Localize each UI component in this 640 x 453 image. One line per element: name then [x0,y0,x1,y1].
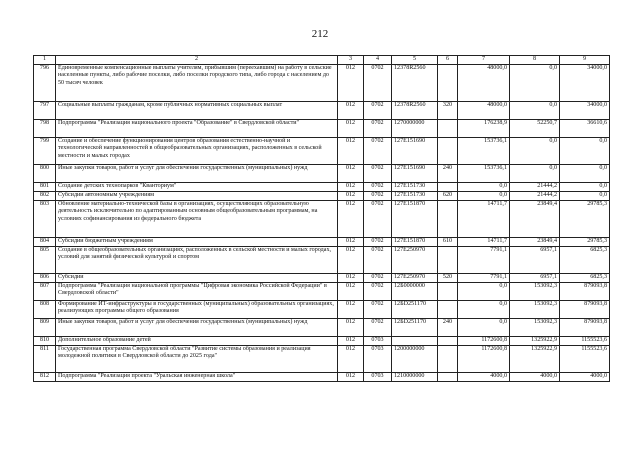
ministry-code: 012 [338,165,364,183]
row-name: Субсидии [56,274,338,283]
column-header: 5 [392,56,438,65]
amount-year-2: 23849,4 [510,238,560,247]
ministry-code: 012 [338,65,364,102]
section-code: 0702 [364,201,392,238]
section-code: 0702 [364,165,392,183]
section-code: 0703 [364,346,392,373]
amount-year-3: 879093,8 [560,301,610,319]
amount-year-3: 879093,8 [560,283,610,301]
amount-year-1: 153736,1 [458,165,510,183]
ministry-code: 012 [338,301,364,319]
amount-year-3: 36610,6 [560,120,610,138]
amount-year-2: 21444,2 [510,192,560,201]
table-row [34,346,610,373]
section-code: 0702 [364,120,392,138]
target-article-code [392,337,438,346]
ministry-code: 012 [338,319,364,337]
row-name: Подпрограмма "Реализация национальной программы "Цифровая экономика Российской Федерации" в Свердловской области" [56,283,338,301]
expense-type-code [438,373,458,382]
amount-year-2: 0,0 [510,165,560,183]
table-row [34,120,610,138]
ministry-code: 012 [338,102,364,120]
table-body [34,65,610,382]
row-name: Единовременные компенсационные выплаты учителям, прибывшим (переехавшим) на работу в сельские населенные пункты, либо рабочие поселки, либо поселки городского типа, либо города с населением до 50 тысяч человек [56,65,338,102]
row-name: Формирование ИТ-инфраструктуры в государственных (муниципальных) образовательных организациях, реализующих программы общего образования [56,301,338,319]
table-row [34,183,610,192]
amount-year-1: 1172600,8 [458,337,510,346]
row-number: 807 [34,283,56,301]
amount-year-3: 0,0 [560,138,610,165]
table-row [34,65,610,102]
row-name: Создание и обеспечение функционирования центров образования естественно-научной и технологической направленностей в общеобразовательных организациях, расположенных в сельской местности и малых городах [56,138,338,165]
expense-type-code [438,138,458,165]
row-number: 797 [34,102,56,120]
row-number: 796 [34,65,56,102]
row-number: 798 [34,120,56,138]
target-article-code: 127E151730 [392,183,438,192]
expense-type-code: 620 [438,192,458,201]
amount-year-1: 153736,1 [458,138,510,165]
table-row [34,337,610,346]
expense-type-code [438,65,458,102]
ministry-code: 012 [338,201,364,238]
amount-year-3: 4000,0 [560,373,610,382]
target-article-code: 127E151870 [392,201,438,238]
row-name: Подпрограмма "Реализация проекта "Уральская инженерная школа" [56,373,338,382]
column-header: 9 [560,56,610,65]
section-code: 0702 [364,192,392,201]
target-article-code: 127E151730 [392,192,438,201]
table-header-row [34,56,610,65]
row-name: Подпрограмма "Реализация национального проекта "Образование" в Свердловской области" [56,120,338,138]
row-name: Обновление материально-технической базы в организациях, осуществляющих образовательную деятельность исключительно по адаптированным основным общеобразовательным программам, на условиях софинансирования из федерального бюджета [56,201,338,238]
amount-year-3: 0,0 [560,183,610,192]
expense-type-code: 320 [438,102,458,120]
amount-year-3: 6825,3 [560,247,610,274]
target-article-code: 1200000000 [392,346,438,373]
table-row [34,283,610,301]
table-row [34,274,610,283]
section-code: 0702 [364,283,392,301]
amount-year-1: 7791,1 [458,247,510,274]
amount-year-1: 0,0 [458,192,510,201]
amount-year-2: 153092,3 [510,283,560,301]
amount-year-2: 23849,4 [510,201,560,238]
section-code: 0703 [364,337,392,346]
row-name: Государственная программа Свердловской области "Развитие системы образования и реализация молодежной политики в Свердловской области до 2025 года" [56,346,338,373]
column-header: 2 [56,56,338,65]
amount-year-3: 29785,3 [560,201,610,238]
amount-year-2: 52250,7 [510,120,560,138]
ministry-code: 012 [338,238,364,247]
target-article-code: 127E250970 [392,247,438,274]
expense-type-code [438,201,458,238]
target-article-code: 1270000000 [392,120,438,138]
row-name: Социальные выплаты гражданам, кроме публичных нормативных социальных выплат [56,102,338,120]
expense-type-code [438,283,458,301]
column-header: 6 [438,56,458,65]
amount-year-2: 0,0 [510,102,560,120]
amount-year-3: 34000,0 [560,65,610,102]
target-article-code: 127E151690 [392,165,438,183]
table-row [34,192,610,201]
row-number: 802 [34,192,56,201]
target-article-code: 127E250970 [392,274,438,283]
amount-year-2: 1325922,9 [510,337,560,346]
amount-year-1: 14711,7 [458,238,510,247]
target-article-code: 12378R2560 [392,65,438,102]
section-code: 0702 [364,247,392,274]
ministry-code: 012 [338,138,364,165]
expense-type-code: 520 [438,274,458,283]
expense-type-code [438,301,458,319]
amount-year-3: 34000,0 [560,102,610,120]
amount-year-3: 1155523,6 [560,346,610,373]
ministry-code: 012 [338,373,364,382]
row-name: Субсидии автономным учреждениям [56,192,338,201]
section-code: 0703 [364,373,392,382]
expense-type-code [438,337,458,346]
amount-year-1: 48000,0 [458,65,510,102]
amount-year-3: 29785,3 [560,238,610,247]
section-code: 0702 [364,274,392,283]
column-header: 7 [458,56,510,65]
row-number: 803 [34,201,56,238]
ministry-code: 012 [338,337,364,346]
amount-year-2: 0,0 [510,65,560,102]
target-article-code: 1210000000 [392,373,438,382]
ministry-code: 012 [338,283,364,301]
expense-type-code [438,346,458,373]
expense-type-code [438,247,458,274]
ministry-code: 012 [338,274,364,283]
amount-year-3: 0,0 [560,165,610,183]
amount-year-3: 6825,3 [560,274,610,283]
table-row [34,319,610,337]
row-number: 811 [34,346,56,373]
amount-year-3: 1155523,6 [560,337,610,346]
row-name: Субсидии бюджетным учреждениям [56,238,338,247]
amount-year-2: 153092,3 [510,319,560,337]
amount-year-3: 879093,8 [560,319,610,337]
section-code: 0702 [364,138,392,165]
section-code: 0702 [364,183,392,192]
row-number: 800 [34,165,56,183]
table-row [34,165,610,183]
amount-year-2: 153092,3 [510,301,560,319]
table-row [34,301,610,319]
row-number: 806 [34,274,56,283]
amount-year-1: 48000,0 [458,102,510,120]
section-code: 0702 [364,319,392,337]
row-number: 809 [34,319,56,337]
amount-year-1: 4000,0 [458,373,510,382]
column-header: 1 [34,56,56,65]
target-article-code: 12БD251170 [392,319,438,337]
column-header: 3 [338,56,364,65]
table-row [34,373,610,382]
amount-year-3: 0,0 [560,192,610,201]
section-code: 0702 [364,301,392,319]
row-number: 805 [34,247,56,274]
expense-type-code [438,183,458,192]
amount-year-1: 14711,7 [458,201,510,238]
ministry-code: 012 [338,192,364,201]
table-row [34,201,610,238]
amount-year-1: 0,0 [458,283,510,301]
amount-year-2: 6957,1 [510,247,560,274]
row-number: 808 [34,301,56,319]
target-article-code: 12Б0000000 [392,283,438,301]
row-number: 810 [34,337,56,346]
amount-year-1: 1172600,8 [458,346,510,373]
amount-year-2: 0,0 [510,138,560,165]
target-article-code: 127E151870 [392,238,438,247]
row-number: 812 [34,373,56,382]
page-number: 212 [311,28,329,40]
amount-year-2: 21444,2 [510,183,560,192]
row-name: Иные закупки товаров, работ и услуг для обеспечения государственных (муниципальных) нужд [56,165,338,183]
target-article-code: 12БD251170 [392,301,438,319]
amount-year-1: 0,0 [458,319,510,337]
budget-table [33,55,610,382]
section-code: 0702 [364,65,392,102]
amount-year-2: 6957,1 [510,274,560,283]
column-header: 8 [510,56,560,65]
section-code: 0702 [364,238,392,247]
amount-year-1: 7791,1 [458,274,510,283]
amount-year-2: 4000,0 [510,373,560,382]
row-name: Иные закупки товаров, работ и услуг для обеспечения государственных (муниципальных) нужд [56,319,338,337]
amount-year-2: 1325922,9 [510,346,560,373]
row-number: 801 [34,183,56,192]
ministry-code: 012 [338,247,364,274]
ministry-code: 012 [338,183,364,192]
ministry-code: 012 [338,346,364,373]
expense-type-code: 240 [438,165,458,183]
table-row [34,247,610,274]
amount-year-1: 0,0 [458,301,510,319]
expense-type-code: 240 [438,319,458,337]
target-article-code: 12378R2560 [392,102,438,120]
column-header: 4 [364,56,392,65]
row-number: 799 [34,138,56,165]
ministry-code: 012 [338,120,364,138]
table-row [34,238,610,247]
row-number: 804 [34,238,56,247]
row-name: Создание в общеобразовательных организациях, расположенных в сельской местности и малых городах, условий для занятий физической культурой и спортом [56,247,338,274]
table-row [34,138,610,165]
target-article-code: 127E151690 [392,138,438,165]
table-row [34,102,610,120]
expense-type-code: 610 [438,238,458,247]
row-name: Создание детских технопарков "Кванториум" [56,183,338,192]
amount-year-1: 0,0 [458,183,510,192]
section-code: 0702 [364,102,392,120]
expense-type-code [438,120,458,138]
amount-year-1: 176238,9 [458,120,510,138]
row-name: Дополнительное образование детей [56,337,338,346]
